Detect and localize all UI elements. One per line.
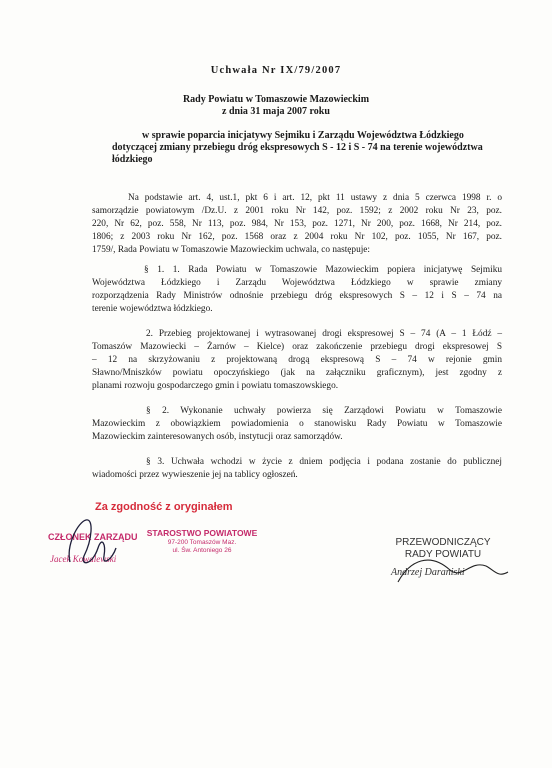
par3-line-1: § 3. Uchwała wchodzi w życie z dniem podjęcia i podana zostanie do publicznej [146,457,502,467]
certified-copy-stamp: Za zgodność z oryginałem [95,501,233,513]
par1-2-line-1: 2. Przebieg projektowanej i wytrasowanej drogi ekspresowej S – 74 (A – 1 Łódź – [146,329,502,339]
par3-line-2: wiadomości przez wywieszenie jej na tablicy ogłoszeń. [92,470,298,480]
subject-line-2: dotyczącej zmiany przebiegu dróg ekspresowych S - 12 i S - 74 na terenie województwa [112,142,483,153]
board-member-name: Jacek Kowalewski [50,554,117,564]
issuer-line: Rady Powiatu w Tomaszowie Mazowieckim [182,94,370,105]
chairman-signature [398,560,508,582]
chairman-name: Andrzej Daraniski [391,567,465,578]
office-address-1: 97-200 Tomaszów Maz. [167,539,237,546]
subject-line-1: w sprawie poparcia inicjatywy Sejmiku i Zarządu Województwa Łódzkiego [142,130,464,141]
par1-line-4: terenie województwa łódzkiego. [92,304,213,314]
chairman-title-2: RADY POWIATU [404,549,482,560]
board-member-signature [69,520,116,563]
par2-line-3: Mazowieckim zainteresowanych osób, instytucji oraz samorządów. [92,432,343,442]
intro-line-4: 1806; z 2003 roku Nr 162, poz. 1568 oraz z 2004 roku Nr 102, poz. 1055, Nr 167, poz. [92,232,502,242]
intro-line-3: 220, Nr 62, poz. 558, Nr 113, poz. 984, Nr 153, poz. 1271, Nr 200, poz. 1668, Nr 214, poz. [92,219,502,229]
par1-line-1: § 1. 1. Rada Powiatu w Tomaszowie Mazowieckim popiera inicjatywę Sejmiku [144,265,502,275]
office-name: STAROSTWO POWIATOWE [146,528,258,538]
par1-line-2: Województwa Łódzkiego i Zarządu Województwa Łódzkiego w sprawie zmiany [92,278,502,288]
par1-2-line-3: – 12 na skrzyżowaniu z projektowaną drogą ekspresową S – 74 w rejonie gmin [92,355,502,365]
intro-line-2: samorządzie powiatowym /Dz.U. z 2001 roku Nr 142, poz. 1592; z 2002 roku Nr 23, poz. [92,206,502,216]
par1-2-line-5: planami rozwoju gospodarczego gmin i powiatu tomaszowskiego. [92,381,339,391]
chairman-title-1: PRZEWODNICZĄCY [395,537,491,548]
par2-line-1: § 2. Wykonanie uchwały powierza się Zarządowi Powiatu w Tomaszowie [146,406,502,416]
par2-line-2: Mazowieckim z obowiązkiem powiadomienia o stanowisku Rady Powiatu w Tomaszowie [92,419,502,429]
intro-line-1: Na podstawie art. 4, ust.1, pkt 6 i art. 12, pkt 11 ustawy z dnia 5 czerwca 1998 r. o [128,193,502,203]
intro-line-5: 1759/, Rada Powiatu w Tomaszowie Mazowieckim uchwala, co następuje: [92,245,371,255]
date-line: z dnia 31 maja 2007 roku [222,106,330,117]
par1-2-line-4: Sławno/Mniszków powiatu opoczyńskiego (jak na załączniku graficznym), jest zgodny z [92,368,502,378]
par1-line-3: rozporządzenia Rady Ministrów odnośnie przebiegu dróg ekspresowych S – 12 i S – 74 na [92,291,502,301]
board-member-stamp: CZŁONEK ZARZĄDU [48,532,138,542]
subject-line-3: łódzkiego [112,154,153,165]
resolution-title: Uchwała Nr IX/79/2007 [210,65,342,76]
par1-2-line-2: Tomaszów Mazowiecki – Żarnów – Kielce) oraz zakończenie przebiegu drogi ekspresowej S [92,342,502,352]
office-address-2: ul. Św. Antoniego 26 [172,547,232,554]
